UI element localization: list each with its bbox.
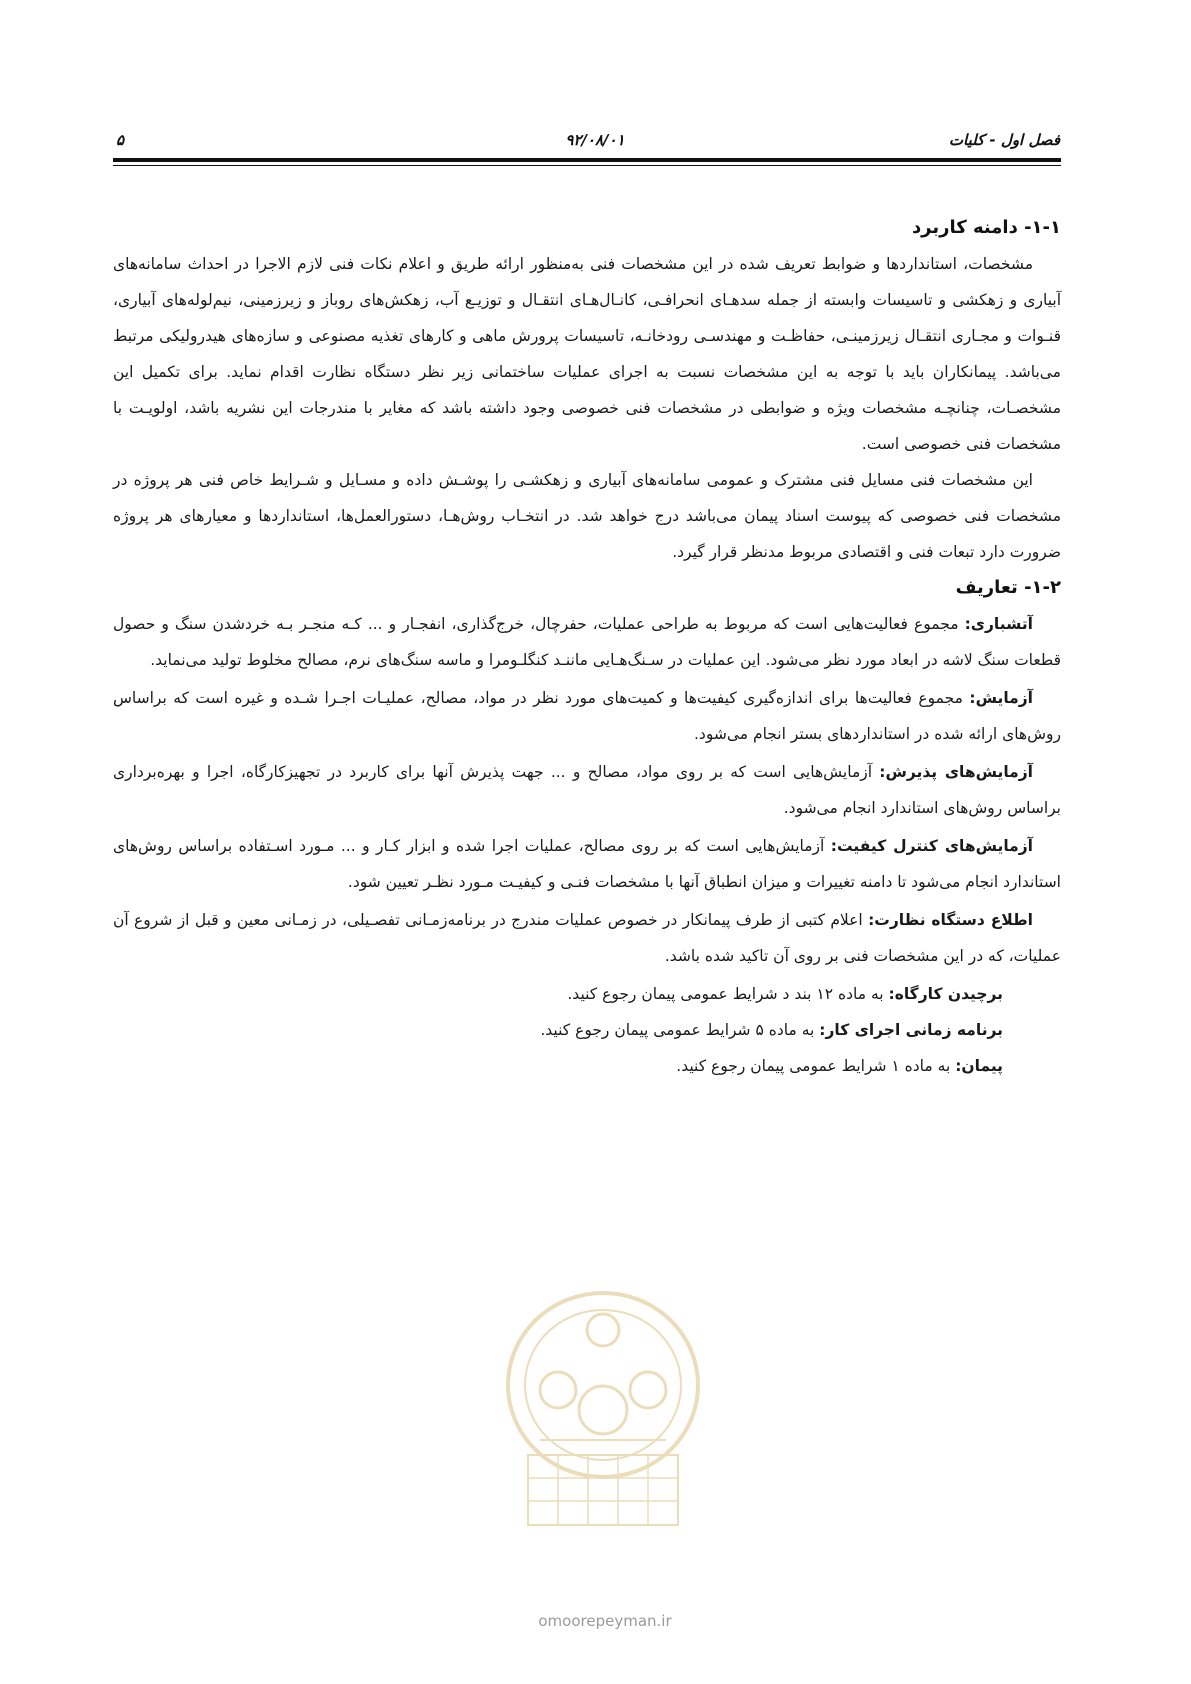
definition-text: مجموع فعالیت‌ها برای اندازه‌گیری کیفیت‌ها و کمیت‌های مورد نظر در مواد، مصالح، عملیـات اجـرا شـده و غیره است که براساس روش‌های ارائه شده در استانداردهای بستر انجام می‌شود. xyxy=(113,689,1061,743)
definition-text: به ماده ۱ شرایط عمومی پیمان رجوع کنید. xyxy=(676,1057,956,1075)
definition-text: به ماده ۵ شرایط عمومی پیمان رجوع کنید. xyxy=(540,1021,820,1039)
short-definition-item xyxy=(113,1048,1061,1084)
definition-item xyxy=(113,754,1061,826)
definition-term: آزمایش: xyxy=(969,689,1033,707)
chapter-title: فصل اول - کلیات xyxy=(948,131,1060,149)
definition-text: آزمایش‌هایی است که بر روی مصالح، عملیات اجرا شده و ابزار کـار و ... مـورد اسـتفاده براساس روش‌های استاندارد انجام می‌شود تا دامنه تغییرات و میزان انطباق آنها با مشخصات فنـی و کیفیـت مـورد نظـر تعیین شود. xyxy=(113,837,1061,891)
watermark-site: omoorepeyman.ir xyxy=(538,1612,672,1630)
definition-term: آتشباری: xyxy=(964,615,1033,633)
section-heading-definitions: ۱-۲- تعاریف xyxy=(955,577,1061,598)
definition-item xyxy=(113,902,1061,974)
short-definition-item xyxy=(113,1012,1061,1048)
definition-term: پیمان: xyxy=(955,1057,1003,1075)
definition-text: مجموع فعالیت‌هایی است که مربوط به طراحی عملیات، حفرچال، خرج‌گذاری، انفجـار و ... کـه منجـر بـه خردشدن سنگ و حصول قطعات سنگ لاشه در ابعاد مورد نظر می‌شود. این عملیات در سـنگ‌هـایی ماننـد کنگلـومرا و ماسه سنگ‌های نرم، مصالح مخلوط تولید می‌نماید. xyxy=(113,615,1061,669)
header-rule-thin xyxy=(113,165,1061,166)
definition-text: آزمایش‌هایی است که بر روی مواد، مصالح و ... جهت پذیرش آنها برای کاربرد در تجهیزکارگاه، اجرا و بهره‌برداری براساس روش‌های استاندارد انجام می‌شود. xyxy=(113,763,1061,817)
definition-term: آزمایش‌های پذیرش: xyxy=(879,763,1033,781)
definition-text: به ماده ۱۲ بند د شرایط عمومی پیمان رجوع کنید. xyxy=(567,985,889,1003)
body-text xyxy=(113,210,1061,1084)
paragraph: مشخصات، استانداردها و ضوابط تعریف شده در این مشخصات فنی به‌منظور ارائه طریق و اعلام نکات فنی لازم الاجرا در احداث سامانه‌های آبیاری و زهکشی و تاسیسات وابسته از جمله سدهـای انحرافـی، کانـال‌هـای انتقـال و توزیـع آب، زهکش‌های روباز و زیرزمینی، نیم‌لوله‌های آبیاری، قنـوات و مجـاری انتقـال زیرزمینـی، حفاظـت و مهندسـی رودخانـه، تاسیسات پرورش ماهی و کارهای تغذیه مصنوعی و سازه‌های هیدرولیکی مرتبط می‌باشد. پیمانکاران باید با توجه به این مشخصات نسبت به اجرای عملیات ساختمانی زیر نظر دستگاه نظارت اقدام نماید. برای تکمیل این مشخصـات، چنانچـه مشخصات ویژه و ضوابطی در مشخصات فنی خصوصی وجود داشته باشد که مغایر با مندرجات این نشریه باشد، اولویـت با مشخصات فنی خصوصی است. xyxy=(113,255,1061,453)
definition-term: برچیدن کارگاه: xyxy=(888,985,1003,1003)
seal-icon xyxy=(488,1290,718,1540)
short-definition-item xyxy=(113,976,1061,1012)
page-number: ۵ xyxy=(116,131,125,149)
paragraph: این مشخصات فنی مسایل فنی مشترک و عمومی سامانه‌های آبیاری و زهکشـی را پوشـش داده و مسـایل و شـرایط خاص فنی هر پروژه در مشخصات فنی خصوصی که پیوست اسناد پیمان می‌باشد درج خواهد شد. در انتخـاب روش‌هـا، دستورالعمل‌ها، استانداردها و معیارهای هر پروژه ضرورت دارد تبعات فنی و اقتصادی مربوط مدنظر قرار گیرد. xyxy=(113,471,1061,561)
definition-item xyxy=(113,606,1061,678)
definition-text: اعلام کتبی از طرف پیمانکار در خصوص عملیات مندرج در برنامه‌زمـانی تفصـیلی، در زمـانی معین و قبل از شروع آن عملیات، که در این مشخصات فنی بر روی آن تاکید شده باشد. xyxy=(113,911,1061,965)
definition-term: برنامه زمانی اجرای کار: xyxy=(819,1021,1003,1039)
header-rule-thick xyxy=(113,158,1061,162)
definition-term: آزمایش‌های کنترل کیفیت: xyxy=(830,837,1033,855)
section-heading-scope: ۱-۱- دامنه کاربرد xyxy=(911,217,1061,238)
definition-item xyxy=(113,680,1061,752)
definition-item xyxy=(113,828,1061,900)
definition-term: اطلاع دستگاه نظارت: xyxy=(868,911,1033,929)
header-date: ۹۲/۰۸/۰۱ xyxy=(565,131,625,149)
